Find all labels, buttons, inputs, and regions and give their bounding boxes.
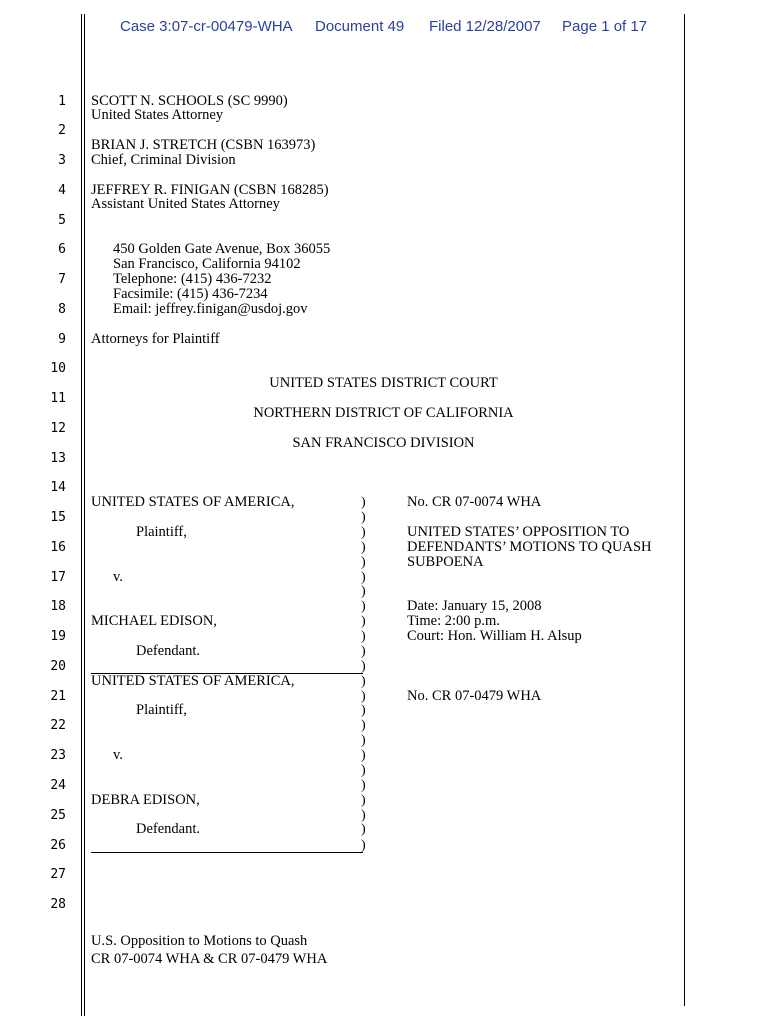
- attorney-2-title: Chief, Criminal Division: [91, 152, 236, 168]
- caption-1-plaintiff: UNITED STATES OF AMERICA,: [91, 494, 295, 510]
- attorney-1-name: SCOTT N. SCHOOLS (SC 9990): [91, 93, 288, 109]
- caption-2-plaintiff-role: Plaintiff,: [136, 702, 187, 718]
- line-number: 24: [50, 778, 66, 793]
- caption-paren: ): [361, 495, 366, 510]
- document-title-line-3: SUBPOENA: [407, 554, 484, 570]
- left-margin-rule-inner: [84, 14, 85, 1016]
- line-number: 28: [50, 897, 66, 912]
- line-number: 11: [50, 391, 66, 406]
- line-number: 15: [50, 510, 66, 525]
- header-page-count: Page 1 of 17: [562, 18, 648, 35]
- header-case-number: Case 3:07-cr-00479-WHA: [120, 18, 293, 35]
- caption-paren: ): [361, 778, 366, 793]
- caption-paren: ): [361, 822, 366, 837]
- hearing-time: Time: 2:00 p.m.: [407, 613, 500, 629]
- caption-paren: ): [361, 659, 366, 674]
- line-number: 7: [58, 272, 66, 287]
- document-title-line-1: UNITED STATES’ OPPOSITION TO: [407, 524, 630, 540]
- line-number: 4: [58, 183, 66, 198]
- caption-paren: ): [361, 703, 366, 718]
- line-number: 5: [58, 213, 66, 228]
- caption-paren: ): [361, 584, 366, 599]
- caption-paren: ): [361, 525, 366, 540]
- court-division: SAN FRANCISCO DIVISION: [292, 435, 475, 451]
- hearing-date: Date: January 15, 2008: [407, 598, 542, 614]
- line-number: 20: [50, 659, 66, 674]
- header-document: Document 49: [315, 18, 405, 35]
- caption-1-case-number: No. CR 07-0074 WHA: [407, 494, 542, 510]
- document-title-line-2: DEFENDANTS’ MOTIONS TO QUASH: [407, 539, 652, 555]
- caption-paren: ): [361, 510, 366, 525]
- attorney-2-name: BRIAN J. STRETCH (CSBN 163973): [91, 137, 316, 153]
- caption-paren: ): [361, 763, 366, 778]
- line-number: 12: [50, 421, 66, 436]
- line-number: 1: [58, 94, 66, 109]
- case-header: [120, 18, 658, 38]
- caption-2-versus: v.: [113, 747, 123, 763]
- caption-paren: ): [361, 733, 366, 748]
- attorney-3-name: JEFFREY R. FINIGAN (CSBN 168285): [91, 182, 329, 198]
- caption-paren: ): [361, 808, 366, 823]
- line-number: 23: [50, 748, 66, 763]
- caption-1-versus: v.: [113, 569, 123, 585]
- address-line-2: San Francisco, California 94102: [113, 256, 301, 272]
- line-number: 16: [50, 540, 66, 555]
- caption-2-plaintiff: UNITED STATES OF AMERICA,: [91, 673, 295, 689]
- line-number: 9: [58, 332, 66, 347]
- hearing-court: Court: Hon. William H. Alsup: [407, 628, 582, 644]
- caption-paren: ): [361, 629, 366, 644]
- caption-paren: ): [361, 674, 366, 689]
- caption-paren: ): [361, 555, 366, 570]
- court-name: UNITED STATES DISTRICT COURT: [269, 375, 498, 391]
- line-number: 2: [58, 123, 66, 138]
- caption-paren: ): [361, 599, 366, 614]
- caption-paren: ): [361, 793, 366, 808]
- caption-paren: ): [361, 689, 366, 704]
- caption-paren: ): [361, 570, 366, 585]
- line-number: 3: [58, 153, 66, 168]
- caption-1-defendant: MICHAEL EDISON,: [91, 613, 217, 629]
- line-number: 19: [50, 629, 66, 644]
- caption-1-plaintiff-role: Plaintiff,: [136, 524, 187, 540]
- caption-1-defendant-role: Defendant.: [136, 643, 201, 659]
- left-margin-rule-outer: [81, 14, 82, 1016]
- footer-title: U.S. Opposition to Motions to Quash: [91, 933, 308, 949]
- caption-paren: ): [361, 748, 366, 763]
- telephone: Telephone: (415) 436-7232: [113, 271, 272, 287]
- caption-paren: ): [361, 614, 366, 629]
- caption-paren: ): [361, 718, 366, 733]
- line-number: 21: [50, 689, 66, 704]
- email: Email: jeffrey.finigan@usdoj.gov: [113, 301, 308, 317]
- line-number: 13: [50, 451, 66, 466]
- line-number: 27: [50, 867, 66, 882]
- header-filed-date: Filed 12/28/2007: [429, 18, 541, 35]
- line-number: 18: [50, 599, 66, 614]
- caption-2-underline: [91, 852, 363, 853]
- footer-case-numbers: CR 07-0074 WHA & CR 07-0479 WHA: [91, 951, 328, 967]
- caption-paren: ): [361, 644, 366, 659]
- caption-2-defendant-role: Defendant.: [136, 821, 201, 837]
- attorney-3-title: Assistant United States Attorney: [91, 196, 280, 212]
- attorney-1-title: United States Attorney: [91, 107, 224, 123]
- line-number: 8: [58, 302, 66, 317]
- line-number: 26: [50, 838, 66, 853]
- caption-2-case-number: No. CR 07-0479 WHA: [407, 688, 542, 704]
- caption-paren: ): [361, 540, 366, 555]
- line-number: 25: [50, 808, 66, 823]
- line-number: 22: [50, 718, 66, 733]
- line-number: 6: [58, 242, 66, 257]
- line-number: 14: [50, 480, 66, 495]
- facsimile: Facsimile: (415) 436-7234: [113, 286, 268, 302]
- address-line-1: 450 Golden Gate Avenue, Box 36055: [113, 241, 331, 257]
- court-district: NORTHERN DISTRICT OF CALIFORNIA: [253, 405, 514, 421]
- attorneys-for: Attorneys for Plaintiff: [91, 331, 220, 347]
- line-number: 10: [50, 361, 66, 376]
- right-margin-rule: [684, 14, 685, 1006]
- caption-paren: ): [361, 838, 366, 853]
- caption-2-defendant: DEBRA EDISON,: [91, 792, 200, 808]
- line-number: 17: [50, 570, 66, 585]
